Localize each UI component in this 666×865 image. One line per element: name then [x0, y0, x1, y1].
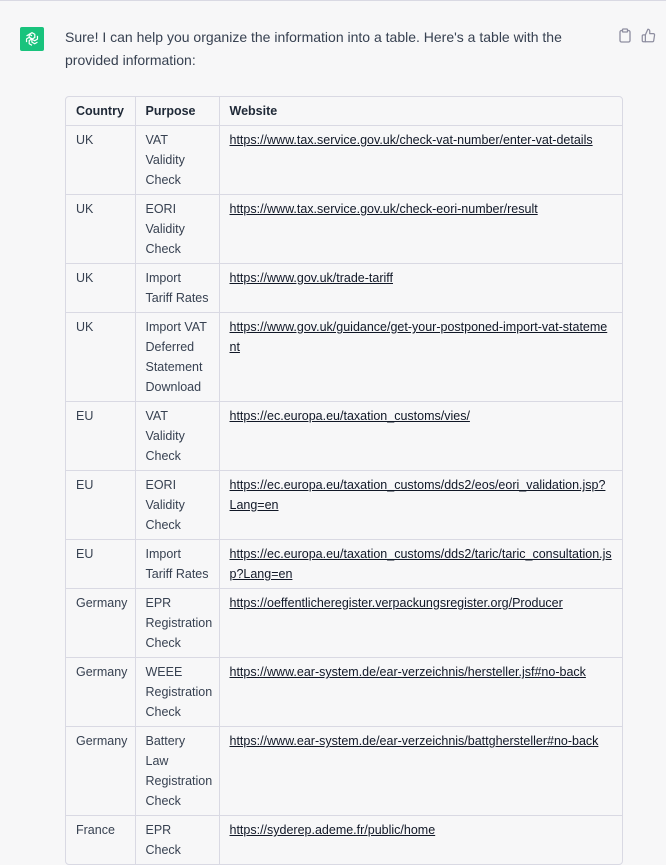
table-row: [66, 540, 622, 589]
cell-website: [219, 313, 622, 402]
table-row: [66, 195, 622, 264]
openai-logo-icon: [24, 31, 40, 47]
table-row: [66, 658, 622, 727]
website-link[interactable]: https://ec.europa.eu/taxation_customs/vies/: [229, 409, 470, 423]
assistant-avatar: [20, 27, 44, 51]
cell-purpose: EORI Validity Check: [135, 195, 219, 264]
info-table-container: [65, 96, 623, 865]
cell-website: [219, 126, 622, 195]
website-link[interactable]: https://ec.europa.eu/taxation_customs/dds2/taric/taric_consultation.jsp?Lang=en: [229, 547, 612, 581]
cell-country: Germany: [66, 658, 135, 727]
cell-website: [219, 402, 622, 471]
cell-purpose: WEEE Registration Check: [135, 658, 219, 727]
cell-country: UK: [66, 195, 135, 264]
cell-country: UK: [66, 126, 135, 195]
info-table: [66, 97, 622, 864]
website-link[interactable]: https://www.tax.service.gov.uk/check-eori-number/result: [229, 202, 538, 216]
header-country: Country: [66, 97, 135, 126]
cell-country: Germany: [66, 589, 135, 658]
cell-website: [219, 816, 622, 865]
table-row: [66, 402, 622, 471]
website-link[interactable]: https://www.ear-system.de/ear-verzeichnis/hersteller.jsf#no-back: [229, 665, 586, 679]
cell-website: [219, 727, 622, 816]
table-row: [66, 471, 622, 540]
table-row: [66, 589, 622, 658]
cell-purpose: Import Tariff Rates: [135, 264, 219, 313]
website-link[interactable]: https://www.tax.service.gov.uk/check-vat-number/enter-vat-details: [229, 133, 593, 147]
cell-website: [219, 658, 622, 727]
table-row: [66, 313, 622, 402]
cell-purpose: EPR Check: [135, 816, 219, 865]
cell-country: Germany: [66, 727, 135, 816]
message-actions: [618, 28, 656, 43]
cell-country: France: [66, 816, 135, 865]
table-row: [66, 727, 622, 816]
table-header-row: [66, 97, 622, 126]
cell-country: EU: [66, 540, 135, 589]
header-purpose: Purpose: [135, 97, 219, 126]
clipboard-icon[interactable]: [618, 28, 633, 43]
cell-website: [219, 471, 622, 540]
website-link[interactable]: https://www.ear-system.de/ear-verzeichnis/battghersteller#no-back: [229, 734, 599, 748]
assistant-message-text: Sure! I can help you organize the information into a table. Here's a table with the provided information:: [65, 29, 562, 68]
cell-purpose: EPR Registration Check: [135, 589, 219, 658]
table-row: [66, 816, 622, 865]
cell-purpose: EORI Validity Check: [135, 471, 219, 540]
website-link[interactable]: https://ec.europa.eu/taxation_customs/dds2/eos/eori_validation.jsp?Lang=en: [229, 478, 606, 512]
cell-country: EU: [66, 471, 135, 540]
cell-website: [219, 195, 622, 264]
website-link[interactable]: https://oeffentlicheregister.verpackungsregister.org/Producer: [229, 596, 563, 610]
cell-country: EU: [66, 402, 135, 471]
table-row: [66, 126, 622, 195]
cell-website: [219, 540, 622, 589]
cell-country: UK: [66, 313, 135, 402]
cell-country: UK: [66, 264, 135, 313]
cell-purpose: VAT Validity Check: [135, 402, 219, 471]
website-link[interactable]: https://www.gov.uk/guidance/get-your-postponed-import-vat-statement: [229, 320, 608, 354]
thumbs-up-icon[interactable]: [641, 28, 656, 43]
header-website: Website: [219, 97, 622, 126]
cell-purpose: Battery Law Registration Check: [135, 727, 219, 816]
top-divider: [0, 0, 666, 5]
cell-purpose: Import Tariff Rates: [135, 540, 219, 589]
table-row: [66, 264, 622, 313]
website-link[interactable]: https://syderep.ademe.fr/public/home: [229, 823, 436, 837]
cell-purpose: VAT Validity Check: [135, 126, 219, 195]
cell-website: [219, 264, 622, 313]
cell-website: [219, 589, 622, 658]
website-link[interactable]: https://www.gov.uk/trade-tariff: [229, 271, 393, 285]
cell-purpose: Import VAT Deferred Statement Download: [135, 313, 219, 402]
